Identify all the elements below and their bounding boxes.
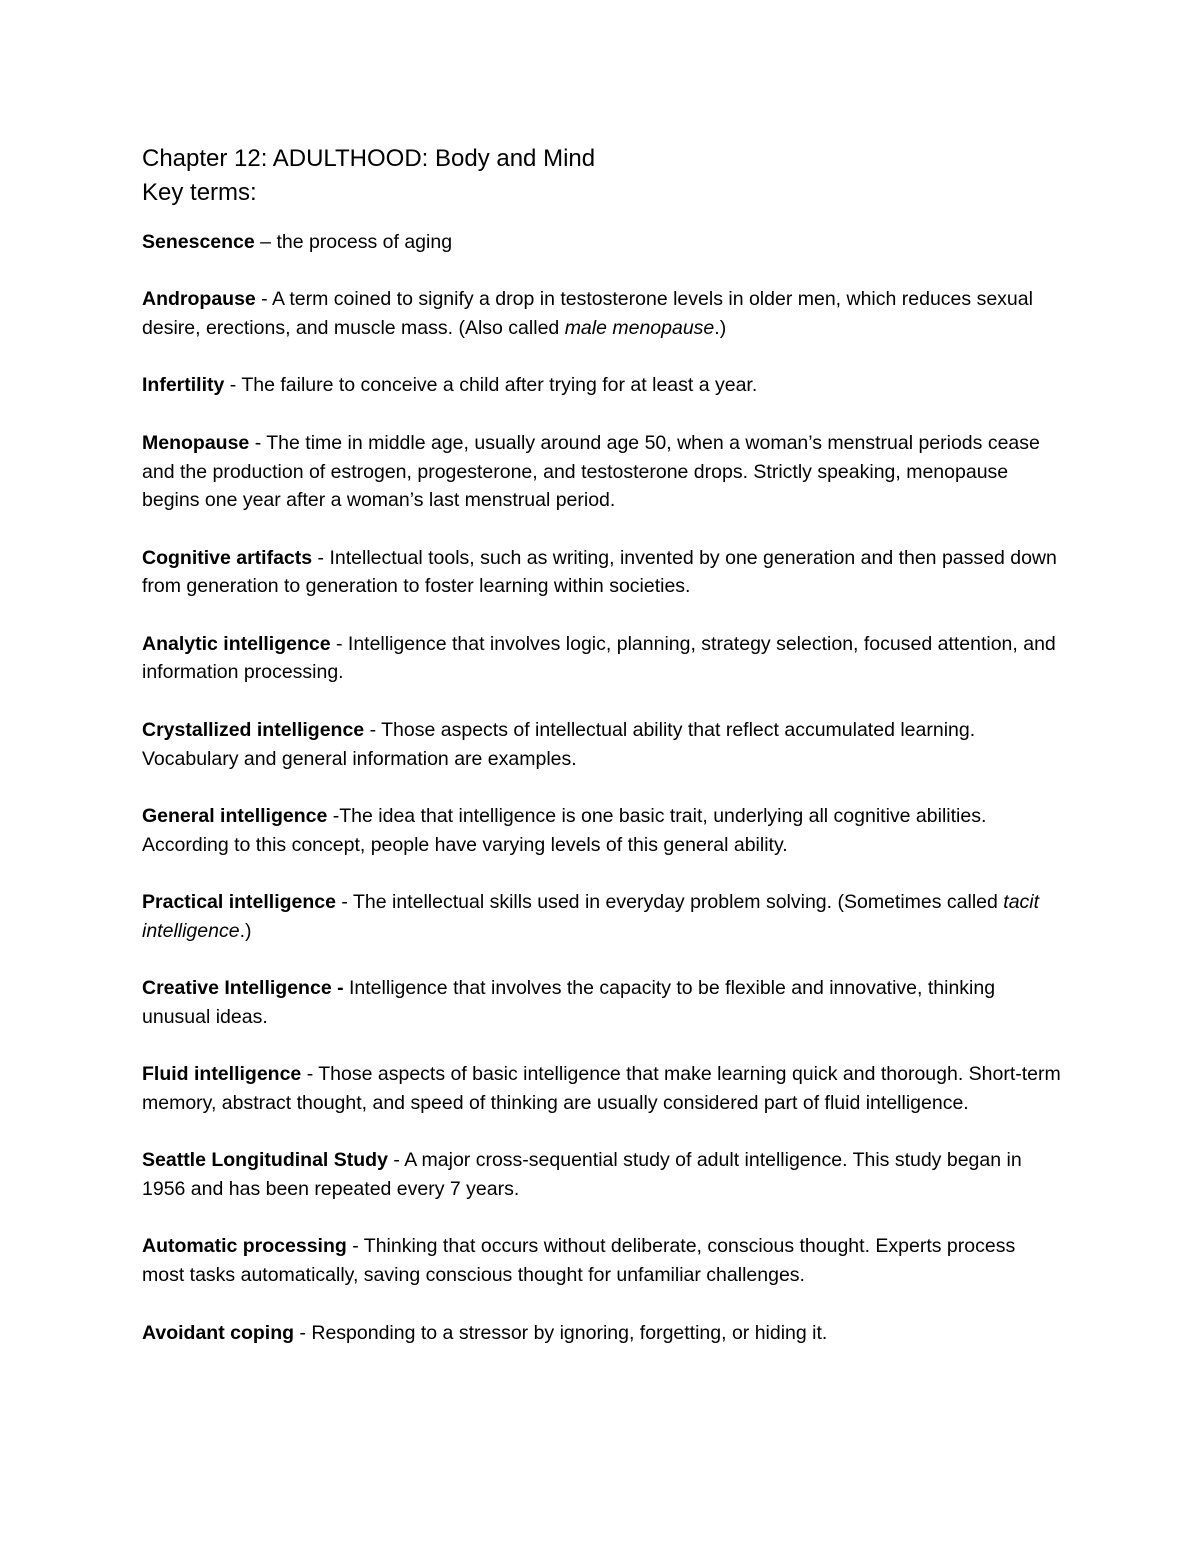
italic-phrase: male menopause — [564, 317, 715, 340]
definition-text: A term coined to signify a drop in testosterone levels in older men, which reduces sexual desire, erections, and muscle mass. (Also called — [142, 288, 1033, 340]
term-entry — [142, 1060, 1062, 1117]
term-name: Practical intelligence — [142, 891, 337, 914]
key-terms-list — [142, 228, 1062, 1347]
term-name: General intelligence — [142, 804, 328, 827]
key-terms-heading: Key terms: — [142, 179, 257, 206]
term-entry — [142, 974, 1062, 1031]
term-definition — [142, 288, 1033, 339]
term-entry — [142, 1319, 1062, 1348]
term-entry — [142, 716, 1062, 773]
term-name: Cognitive artifacts — [142, 546, 313, 569]
term-entry — [142, 371, 1062, 400]
term-separator: - — [327, 804, 340, 827]
definition-text: the process of aging — [276, 231, 453, 253]
term-name: Seattle Longitudinal Study — [142, 1149, 388, 1172]
definition-text: Those aspects of intellectual ability that reflect accumulated learning. Vocabulary and general information are examples. — [142, 718, 976, 770]
term-name: Menopause — [142, 431, 250, 454]
term-name: Analytic intelligence — [142, 632, 331, 655]
definition-text: Intellectual tools, such as writing, invented by one generation and then passed down from generation to generation to foster learning within societies. — [142, 546, 1057, 598]
definition-text: The intellectual skills used in everyday problem solving. (Sometimes called — [353, 891, 1004, 914]
term-entry — [142, 429, 1062, 515]
definition-text: Intelligence that involves the capacity to be flexible and innovative, thinking unusual ideas. — [142, 977, 996, 1028]
term-name: Avoidant coping — [142, 1321, 295, 1344]
definition-text: Responding to a stressor by ignoring, forgetting, or hiding it. — [311, 1321, 828, 1344]
term-definition — [241, 374, 757, 396]
definition-text: The time in middle age, usually around age 50, when a woman’s menstrual periods cease and the production of estrogen, progesterone, and testosterone drops. Strictly speaking, menopause begins one year after a woman’s last menstrual period. — [142, 431, 1040, 512]
term-separator: - — [224, 374, 242, 397]
definition-text: Intelligence that involves logic, planning, strategy selection, focused attention, and information processing. — [142, 632, 1056, 684]
term-name: Creative Intelligence - — [142, 977, 344, 1000]
term-name: Crystallized intelligence — [142, 718, 365, 741]
term-separator: - — [330, 632, 348, 655]
term-separator: - — [346, 1235, 364, 1258]
definition-text: Thinking that occurs without deliberate, conscious thought. Experts process most tasks automatically, saving conscious thought for unfamiliar challenges. — [142, 1235, 1016, 1287]
term-name: Automatic processing — [142, 1235, 347, 1258]
definition-text: The failure to conceive a child after trying for at least a year. — [241, 374, 758, 397]
term-entry — [142, 888, 1062, 945]
term-separator: - — [364, 718, 382, 741]
term-name: Fluid intelligence — [142, 1063, 302, 1086]
term-entry — [142, 1146, 1062, 1203]
term-separator: - — [255, 288, 273, 311]
term-separator: - — [336, 891, 353, 914]
italic-phrase: tacit intelligence — [142, 891, 1040, 942]
term-separator: - — [387, 1149, 405, 1172]
term-entry — [142, 228, 1062, 257]
term-definition — [142, 432, 1040, 511]
definition-text: The idea that intelligence is one basic trait, underlying all cognitive abilities. According to this concept, people have varying levels of this general ability. — [142, 804, 987, 856]
term-entry — [142, 802, 1062, 859]
definition-text: Those aspects of basic intelligence that make learning quick and thorough. Short-term memory, abstract thought, and speed of thinking are usually considered part of fluid intelligence. — [142, 1063, 1061, 1114]
chapter-title: Chapter 12: ADULTHOOD: Body and Mind — [142, 145, 596, 172]
term-separator: - — [312, 546, 330, 569]
document-content — [142, 142, 1062, 1376]
term-separator: – — [254, 231, 277, 253]
term-entry — [142, 630, 1062, 687]
term-separator: - — [249, 431, 267, 454]
term-entry — [142, 285, 1062, 342]
term-definition — [276, 231, 452, 253]
definition-text: A major cross-sequential study of adult intelligence. This study began in 1956 and has been repeated every 7 years. — [142, 1149, 1022, 1201]
term-entry — [142, 544, 1062, 601]
definition-text: .) — [239, 919, 252, 942]
term-separator: - — [294, 1321, 312, 1344]
term-name: Andropause — [142, 288, 256, 311]
definition-text: .) — [714, 317, 727, 340]
term-name: Senescence — [142, 231, 255, 253]
term-separator: - — [301, 1063, 319, 1086]
term-entry — [142, 1232, 1062, 1289]
term-definition — [311, 1322, 827, 1344]
term-name: Infertility — [142, 374, 225, 397]
